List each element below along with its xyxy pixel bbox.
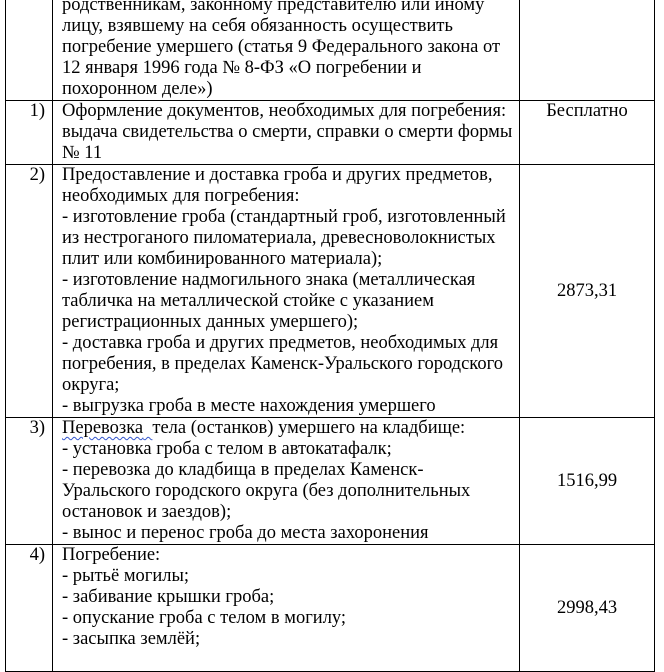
description-line: - перевозка до кладбища в пределах Каменск-: [62, 460, 424, 480]
description-line: - рытьё могилы;: [62, 566, 190, 586]
description-fragment: (останков) умершего на кладбище:: [186, 418, 466, 438]
row-number-cell: 4): [6, 545, 53, 672]
description-line: - вынос и перенос гроба до места захоронения: [62, 523, 429, 543]
description-line: [62, 650, 515, 671]
description-line: погребения, в пределах Каменск-Уральского городского: [62, 354, 503, 374]
price-cell: [520, 0, 655, 101]
description-line: похоронном деле»): [62, 79, 213, 99]
description-line: лицу, взявшему на себя обязанность осуществить: [62, 16, 453, 36]
description-line: Оформление документов, необходимых для погребения:: [62, 101, 507, 121]
service-description-cell: [53, 101, 520, 165]
table-row: [6, 418, 655, 545]
description-line: остановок и заездов);: [62, 502, 232, 522]
spellcheck-underlined-space: [143, 418, 152, 438]
description-line: - опускание гроба с телом в могилу;: [62, 608, 347, 628]
description-line: [62, 418, 515, 439]
description-line: - изготовление надмогильного знака (металлическая: [62, 270, 476, 290]
description-line: выдача свидетельства о смерти, справки о смерти формы: [62, 122, 513, 142]
description-line: - забивание крышки гроба;: [62, 587, 275, 607]
description-line: - установка гроба с телом в автокатафалк;: [62, 439, 392, 459]
description-line: родственникам, законному представителю или иному: [62, 0, 485, 15]
service-description-cell: [53, 545, 520, 672]
service-description-cell: [53, 165, 520, 418]
row-number-cell: 2): [6, 165, 53, 418]
description-word: тела: [152, 418, 187, 438]
description-line: табличка на металлической стойке с указанием: [62, 291, 434, 311]
service-description-cell: [53, 418, 520, 545]
funeral-services-table: [5, 0, 655, 672]
table-row: [6, 545, 655, 672]
price-cell: 1516,99: [520, 418, 655, 545]
description-line: Предоставление и доставка гроба и других предметов,: [62, 165, 493, 185]
description-line: округа;: [62, 375, 120, 395]
description-line: - изготовление гроба (стандартный гроб, изготовленный: [62, 207, 506, 227]
description-line: - доставка гроба и других предметов, необходимых для: [62, 333, 499, 353]
description-line: плит или комбинированного материала);: [62, 249, 383, 269]
price-cell: 2998,43: [520, 545, 655, 672]
row-number-cell: 1): [6, 101, 53, 165]
table-row: [6, 165, 655, 418]
description-line: - выгрузка гроба в месте нахождения умершего: [62, 396, 436, 416]
description-line: № 11: [62, 143, 103, 163]
spellcheck-underlined-word: Перевозка: [62, 418, 144, 438]
description-line: 12 января 1996 года № 8-ФЗ «О погребении и: [62, 58, 422, 78]
row-number-cell: [6, 0, 53, 101]
price-cell: 2873,31: [520, 165, 655, 418]
description-line: регистрационных данных умершего);: [62, 312, 359, 332]
description-line: необходимых для погребения:: [62, 186, 300, 206]
description-line: из нестроганого пиломатериала, древесноволокнистых: [62, 228, 496, 248]
table-row: [6, 0, 655, 101]
description-line: Уральского городского округа (без дополнительных: [62, 481, 471, 501]
service-description-cell: [53, 0, 520, 101]
table-row: [6, 101, 655, 165]
price-cell: Бесплатно: [520, 101, 655, 165]
description-line: погребение умершего (статья 9 Федерального закона от: [62, 37, 501, 57]
description-line: Погребение:: [62, 545, 161, 565]
description-line: - засыпка землёй;: [62, 629, 201, 649]
row-number-cell: 3): [6, 418, 53, 545]
